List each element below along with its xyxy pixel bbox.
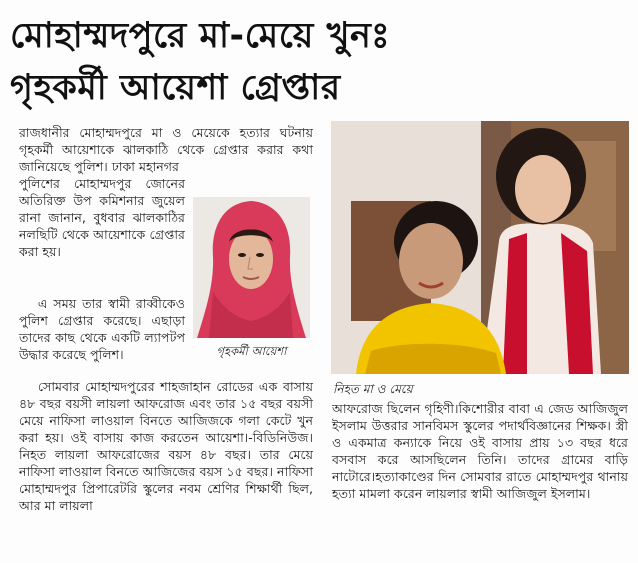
headline-line-2: গৃহকর্মী আয়েশা গ্রেপ্তার	[10, 68, 341, 108]
photo-caption: নিহত মা ও মেয়ে	[333, 382, 413, 396]
article-para-4: আফরোজ ছিলেন গৃহিণী।কিশোরীর বাবা এ জেড আজিজুল ইসলাম উত্তরার সানবিমস স্কুলের পদার্থবিজ্ঞানের শিক্ষক। স্ত্রী ও একমাত্র কন্যাকে নিয়ে ওই বাসায় প্রায় ১৩ বছর ধরে বসবাস করে আসছিলেন তিনি। তাদের গ্রামের বাড়ি নাটোরে।হত্যাকাণ্ডের দিন সোমবার রাতে মোহাম্মদপুর থানায় হত্যা মামলা করেন লায়লার স্বামী আজিজুল ইসলাম।	[332, 401, 628, 501]
housemaid-portrait	[193, 197, 310, 338]
article-para-1-wrap: পুলিশের মোহাম্মদপুর জোনের অতিরিক্ত উপ কমিশনার জুয়েল রানা জানান, বুধবার ঝালকাঠির নলছিটি থেকে আয়েশাকে গ্রেপ্তার করা হয়।	[19, 176, 185, 259]
headline-line-1: মোহাম্মদপুরে মা-মেয়ে খুনঃ	[10, 16, 391, 56]
portrait-caption: গৃহকর্মী আয়েশা	[216, 344, 287, 358]
article-para-3: সোমবার মোহাম্মদপুরের শাহজাহান রোডের এক বাসায় ৪৮ বছর বয়সী লায়লা আফরোজ এবং তার ১৫ বছর বয়সী মেয়ে নাফিসা লাওয়াল বিনতে আজিজকে গলা কেটে খুন করা হয়। ওই বাসায় কাজ করতেন আয়েশা।-বিডিনিউজ। নিহত লায়লা আফরোজের বয়স ৪৮ বছর। তার মেয়ে নাফিসা লাওয়াল বিনতে আজিজের বয়স ১৫ বছর। নাফিসা মোহাম্মদপুর প্রিপারেটরি স্কুলের নবম শ্রেণির শিক্ষার্থী ছিল, আর মা লায়লা	[19, 379, 313, 513]
housemaid-portrait-image	[193, 197, 310, 338]
article-para-1-top: রাজধানীর মোহাম্মদপুরে মা ও মেয়েকে হত্যার ঘটনায় গৃহকর্মী আয়েশাকে ঝালকাঠি থেকে গ্রেপ্তার করার কথা জানিয়েছে পুলিশ। ঢাকা মহানগর	[19, 125, 313, 174]
victims-photo-image	[331, 121, 629, 374]
article-para-2: এ সময় তার স্বামী রাব্বীকেও পুলিশ গ্রেপ্তার করেছে। এছাড়া তাদের কাছ থেকে একটি ল্যাপটপ উদ্ধার করেছে পুলিশ।	[19, 296, 185, 362]
victims-photo	[331, 121, 629, 374]
